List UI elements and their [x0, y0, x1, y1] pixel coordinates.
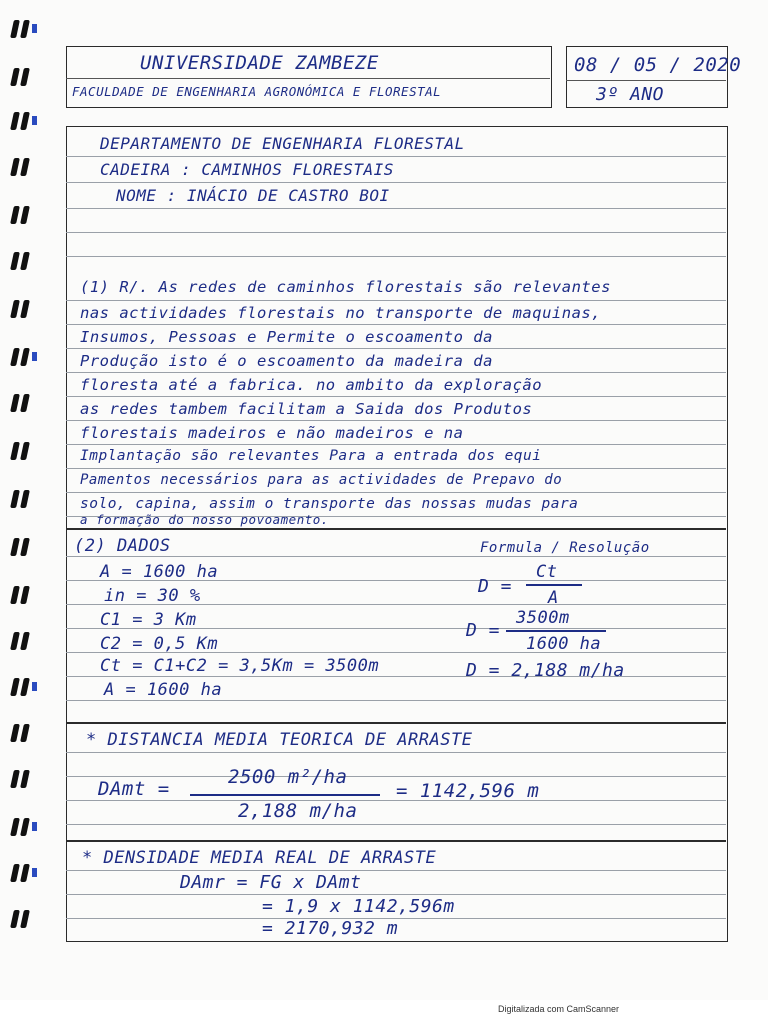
ring-icon — [6, 442, 36, 460]
ring-icon — [6, 678, 36, 696]
formula-lhs: D = — [466, 620, 501, 641]
ring-icon — [6, 538, 36, 556]
date: 08 / 05 / 2020 — [574, 54, 742, 76]
ring-icon — [6, 68, 36, 86]
ring-icon — [6, 300, 36, 318]
answer1-line: (1) R/. As redes de caminhos florestais são relevantes — [80, 278, 611, 296]
dado-item: A = 1600 ha — [100, 562, 219, 582]
ring-icon — [6, 252, 36, 270]
dado-item: in = 30 % — [104, 586, 201, 606]
department: DEPARTAMENTO DE ENGENHARIA FLORESTAL — [100, 134, 465, 153]
answer1-line: solo, capina, assim o transporte das nossas mudas para — [80, 496, 579, 512]
answer1-line: florestais madeiros e não madeiros e na — [80, 424, 464, 442]
ring-icon — [6, 20, 36, 38]
dmt-denominator: 2,188 m/ha — [238, 800, 358, 822]
answer1-line: nas actividades florestais no transporte de maquinas, — [80, 304, 602, 322]
formula-result: D = 2,188 m/ha — [466, 660, 625, 681]
answer1-line: Pamentos necessários para as actividades de Prepavo do — [80, 472, 563, 488]
dmr-line: DAmr = FG x DAmt — [180, 872, 362, 893]
spiral-binding — [6, 12, 40, 972]
formula-lhs: D = — [478, 576, 513, 597]
course-name: CADEIRA : CAMINHOS FLORESTAIS — [100, 160, 394, 179]
student-name: NOME : INÁCIO DE CASTRO BOI — [116, 186, 390, 205]
ring-icon — [6, 112, 36, 130]
answer2-title: (2) DADOS — [74, 536, 171, 556]
faculty-name: FACULDADE DE ENGENHARIA AGRONÓMICA E FLORESTAL — [72, 84, 442, 99]
dado-item: C2 = 0,5 Km — [100, 634, 219, 654]
ring-icon — [6, 632, 36, 650]
answer1-line: as redes tambem facilitam a Saida dos Produtos — [80, 400, 533, 418]
formula-numerator: 3500m — [516, 608, 570, 628]
dmt-title: * DISTANCIA MEDIA TEORICA DE ARRASTE — [86, 730, 473, 750]
ring-icon — [6, 724, 36, 742]
ring-icon — [6, 206, 36, 224]
university-name: UNIVERSIDADE ZAMBEZE — [140, 52, 379, 74]
formula-denominator: 1600 ha — [526, 634, 602, 654]
dado-item: Ct = C1+C2 = 3,5Km = 3500m — [100, 656, 380, 676]
dmt-numerator: 2500 m²/ha — [228, 766, 348, 788]
dmt-result: = 1142,596 m — [396, 780, 540, 802]
dmt-lhs: DAmt = — [98, 778, 170, 800]
ring-icon — [6, 770, 36, 788]
main-sheet-box — [66, 126, 728, 942]
answer1-line: floresta até a fabrica. no ambito da exploração — [80, 376, 543, 394]
ring-icon — [6, 910, 36, 928]
answer1-line: Produção isto é o escoamento da madeira da — [80, 352, 493, 370]
answer1-line: Insumos, Pessoas e Permite o escoamento da — [80, 328, 493, 346]
ring-icon — [6, 864, 36, 882]
ring-icon — [6, 394, 36, 412]
dado-item: C1 = 3 Km — [100, 610, 197, 630]
ring-icon — [6, 586, 36, 604]
scanner-watermark: Digitalizada com CamScanner — [498, 1004, 620, 1014]
answer1-line: Implantação são relevantes Para a entrada dos equi — [80, 448, 542, 464]
school-year: 3º ANO — [596, 84, 665, 105]
ring-icon — [6, 490, 36, 508]
ring-icon — [6, 158, 36, 176]
ring-icon — [6, 348, 36, 366]
dmr-line: = 2170,932 m — [262, 918, 399, 939]
scanner-footer — [0, 1000, 768, 1024]
formula-denominator: A — [548, 588, 559, 608]
ring-icon — [6, 818, 36, 836]
dmr-title: * DENSIDADE MEDIA REAL DE ARRASTE — [82, 848, 437, 868]
dado-item: A = 1600 ha — [104, 680, 223, 700]
formula-numerator: Ct — [536, 562, 558, 582]
answer1-line: a formação do nosso povoamento. — [80, 512, 329, 527]
dmr-line: = 1,9 x 1142,596m — [262, 896, 455, 917]
formula-title: Formula / Resolução — [480, 540, 650, 556]
